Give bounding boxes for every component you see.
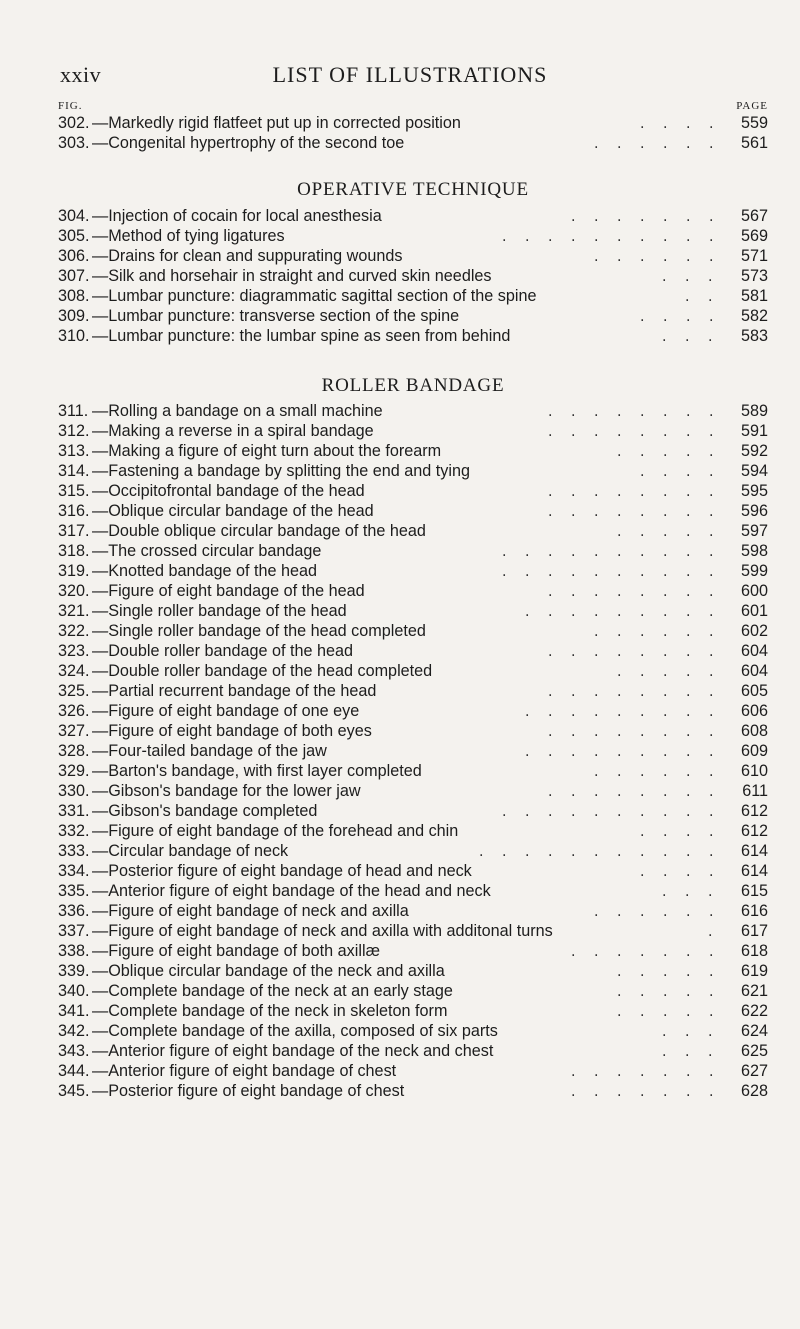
figure-caption: —Gibson's bandage completed [92,802,318,820]
figure-caption: —Figure of eight bandage of one eye [92,702,360,720]
dot-leader: . . . . . [617,962,721,980]
list-item [58,206,768,226]
figure-caption: —Double roller bandage of the head [92,642,353,660]
dot-leader: . . . . . . . . . [525,742,721,760]
figure-number: 330. [58,782,90,800]
list-item [58,541,768,561]
figure-number: 327. [58,722,90,740]
dot-leader: . . . . . . [594,134,721,152]
figure-caption: —Anterior figure of eight bandage of the head and neck [92,882,491,900]
figure-caption: —Figure of eight bandage of the forehead and chin [92,822,459,840]
dot-leader: . . . . . [617,662,721,680]
illustration-list-intro [58,113,768,153]
section-title-operative-technique: OPERATIVE TECHNIQUE [297,179,529,200]
list-item [58,861,768,881]
figure-number: 337. [58,922,90,940]
list-item [58,581,768,601]
page-number: 598 [740,542,768,560]
dot-leader: . . . . . . [594,762,721,780]
dot-leader: . . . . . . . . [548,482,721,500]
figure-number: 329. [58,762,90,780]
figure-caption: —Four-tailed bandage of the jaw [92,742,327,760]
list-item [58,761,768,781]
list-item [58,901,768,921]
figure-caption: —Posterior figure of eight bandage of head and neck [92,862,472,880]
figure-caption: —Complete bandage of the neck at an early stage [92,982,453,1000]
page-number: 616 [740,902,768,920]
figure-number: 305. [58,227,90,245]
page-number: 619 [740,962,768,980]
list-item [58,941,768,961]
list-item [58,286,768,306]
page-number: 597 [740,522,768,540]
dot-leader: . . . . . [617,1002,721,1020]
page-number: 595 [740,482,768,500]
page-number: 583 [740,327,768,345]
dot-leader: . . . . . . . . . . [502,227,721,245]
list-item [58,821,768,841]
list-item [58,881,768,901]
list-item [58,481,768,501]
list-item [58,441,768,461]
page-number: 599 [740,562,768,580]
figure-caption: —Making a reverse in a spiral bandage [92,422,374,440]
dot-leader: . . . . . [617,982,721,1000]
list-item [58,401,768,421]
list-item [58,326,768,346]
list-item [58,741,768,761]
figure-caption: —Occipitofrontal bandage of the head [92,482,365,500]
page-number: 612 [740,802,768,820]
figure-number: 325. [58,682,90,700]
list-item [58,226,768,246]
page-number: 569 [740,227,768,245]
page-number: 561 [740,134,768,152]
dot-leader: . . . . . . . . [548,582,721,600]
dot-leader: . . . . . . . . . [525,602,721,620]
figure-number: 336. [58,902,90,920]
figure-number: 344. [58,1062,90,1080]
dot-leader: . . . [662,882,720,900]
list-item [58,421,768,441]
dot-leader: . . . . . . . . [548,502,721,520]
figure-number: 324. [58,662,90,680]
running-head [60,62,760,88]
figure-caption: —Double oblique circular bandage of the head [92,522,426,540]
figure-number: 313. [58,442,90,460]
list-item [58,1081,768,1101]
figure-number: 315. [58,482,90,500]
page-number: 573 [740,267,768,285]
figure-caption: —Drains for clean and suppurating wounds [92,247,403,265]
figure-number: 311. [58,402,89,420]
list-item [58,641,768,661]
page-number: 589 [740,402,768,420]
dot-leader: . . . . . . . . . [525,702,721,720]
figure-number: 306. [58,247,90,265]
page-number: 594 [740,462,768,480]
figure-caption: —Figure of eight bandage of the head [92,582,365,600]
figure-number: 307. [58,267,90,285]
dot-leader: . . . . [640,862,721,880]
page-number: 559 [740,114,768,132]
figure-caption: —Oblique circular bandage of the head [92,502,374,520]
figure-number: 341. [58,1002,90,1020]
figure-number: 312. [58,422,90,440]
figure-caption: —Lumbar puncture: the lumbar spine as seen from behind [92,327,511,345]
page-number: 567 [740,207,768,225]
figure-caption: —Method of tying ligatures [92,227,285,245]
page-folio: xxiv [60,62,102,87]
figure-number: 321. [58,602,90,620]
figure-number: 335. [58,882,90,900]
page-number: 610 [740,762,768,780]
figure-caption: —Circular bandage of neck [92,842,289,860]
figure-number: 343. [58,1042,90,1060]
dot-leader: . . . . . . . . [548,782,721,800]
running-title: LIST OF ILLUSTRATIONS [272,62,548,87]
list-item [58,961,768,981]
list-item [58,841,768,861]
dot-leader: . . . . . . . . . . [502,542,721,560]
section-title-roller-bandage: ROLLER BANDAGE [321,375,505,396]
dot-leader: . . . . [640,822,721,840]
dot-leader: . . . . . . . . . . [502,562,721,580]
figure-number: 323. [58,642,90,660]
page-number: 601 [740,602,768,620]
figure-number: 304. [58,207,90,225]
figure-number: 340. [58,982,90,1000]
figure-caption: —Gibson's bandage for the lower jaw [92,782,361,800]
page-column-heading: PAGE [736,100,768,112]
dot-leader: . . . [662,1042,720,1060]
figure-caption: —Complete bandage of the neck in skeleton form [92,1002,448,1020]
figure-caption: —Complete bandage of the axilla, composed of six parts [92,1022,498,1040]
figure-number: 308. [58,287,90,305]
figure-number: 328. [58,742,90,760]
page-number: 606 [740,702,768,720]
figure-number: 339. [58,962,90,980]
figure-number: 345. [58,1082,90,1100]
figure-number: 314. [58,462,90,480]
figure-number: 303. [58,134,90,152]
page-number: 582 [740,307,768,325]
page-number: 612 [740,822,768,840]
figure-caption: —Knotted bandage of the head [92,562,318,580]
figure-caption: —Barton's bandage, with first layer completed [92,762,422,780]
page-number: 600 [740,582,768,600]
figure-caption: —The crossed circular bandage [92,542,322,560]
fig-column-heading: FIG. [58,100,83,112]
list-item [58,561,768,581]
list-item [58,266,768,286]
figure-number: 331. [58,802,90,820]
figure-caption: —Figure of eight bandage of both eyes [92,722,372,740]
figure-number: 322. [58,622,90,640]
dot-leader: . . . . . . [594,902,721,920]
figure-number: 317. [58,522,90,540]
dot-leader: . . . . . . . [571,1062,721,1080]
list-item [58,621,768,641]
illustration-list-roller-bandage [58,401,768,1101]
dot-leader: . . . . . . . [571,207,721,225]
page-number: 615 [740,882,768,900]
dot-leader: . . . . [640,462,721,480]
figure-caption: —Anterior figure of eight bandage of chest [92,1062,397,1080]
figure-caption: —Figure of eight bandage of neck and axilla [92,902,409,920]
figure-number: 342. [58,1022,90,1040]
dot-leader: . . . . . . . [571,1082,721,1100]
dot-leader: . . . . [640,307,721,325]
figure-caption: —Making a figure of eight turn about the forearm [92,442,442,460]
figure-caption: —Single roller bandage of the head completed [92,622,426,640]
figure-number: 318. [58,542,90,560]
figure-caption: —Silk and horsehair in straight and curved skin needles [92,267,492,285]
dot-leader: . . . [662,1022,720,1040]
page-number: 614 [740,862,768,880]
dot-leader: . . . . . . [594,247,721,265]
dot-leader: . . . . . [617,522,721,540]
figure-caption: —Congenital hypertrophy of the second toe [92,134,405,152]
figure-number: 326. [58,702,90,720]
page-number: 571 [740,247,768,265]
list-item [58,661,768,681]
figure-number: 310. [58,327,90,345]
figure-caption: —Anterior figure of eight bandage of the neck and chest [92,1042,494,1060]
page-number: 624 [740,1022,768,1040]
dot-leader: . [708,922,720,940]
dot-leader: . . . . . . . . [548,422,721,440]
illustration-list-operative-technique [58,206,768,346]
list-item [58,1021,768,1041]
dot-leader: . . . . [640,114,721,132]
dot-leader: . . . . . . . [571,942,721,960]
page-number: 604 [740,662,768,680]
figure-number: 334. [58,862,90,880]
list-item [58,921,768,941]
page-number: 609 [740,742,768,760]
figure-caption: —Injection of cocain for local anesthesia [92,207,382,225]
dot-leader: . . . . . . [594,622,721,640]
dot-leader: . . . . . . . . [548,722,721,740]
figure-caption: —Double roller bandage of the head completed [92,662,433,680]
figure-number: 320. [58,582,90,600]
dot-leader: . . . . . . . . . . . [479,842,721,860]
dot-leader: . . [685,287,720,305]
list-item [58,113,768,133]
list-item [58,781,768,801]
figure-caption: —Single roller bandage of the head [92,602,347,620]
figure-caption: —Markedly rigid flatfeet put up in corrected position [92,114,461,132]
page-number: 618 [740,942,768,960]
list-item [58,721,768,741]
page-number: 604 [740,642,768,660]
page-number: 608 [740,722,768,740]
figure-number: 302. [58,114,90,132]
page-number: 622 [740,1002,768,1020]
list-item [58,801,768,821]
page-number: 628 [740,1082,768,1100]
figure-caption: —Figure of eight bandage of neck and axilla with additonal turns [92,922,553,940]
dot-leader: . . . . . [617,442,721,460]
page-number: 617 [740,922,768,940]
page-number: 581 [740,287,768,305]
figure-caption: —Lumbar puncture: diagrammatic sagittal section of the spine [92,287,537,305]
list-item [58,246,768,266]
list-item [58,601,768,621]
list-item [58,1001,768,1021]
list-item [58,681,768,701]
figure-number: 309. [58,307,90,325]
list-item [58,701,768,721]
figure-caption: —Partial recurrent bandage of the head [92,682,377,700]
list-item [58,501,768,521]
page-number: 621 [740,982,768,1000]
dot-leader: . . . . . . . . [548,402,721,420]
dot-leader: . . . [662,267,720,285]
figure-caption: —Oblique circular bandage of the neck and axilla [92,962,445,980]
dot-leader: . . . . . . . . [548,682,721,700]
list-item [58,1061,768,1081]
figure-caption: —Posterior figure of eight bandage of chest [92,1082,405,1100]
list-item [58,461,768,481]
figure-number: 319. [58,562,90,580]
figure-number: 338. [58,942,90,960]
figure-caption: —Rolling a bandage on a small machine [92,402,383,420]
dot-leader: . . . . . . . . [548,642,721,660]
page-number: 596 [740,502,768,520]
page-number: 592 [740,442,768,460]
list-item [58,521,768,541]
page-number: 602 [740,622,768,640]
figure-caption: —Lumbar puncture: transverse section of the spine [92,307,460,325]
figure-number: 332. [58,822,90,840]
dot-leader: . . . . . . . . . . [502,802,721,820]
dot-leader: . . . [662,327,720,345]
page-number: 611 [742,782,768,800]
page-number: 625 [740,1042,768,1060]
list-item [58,1041,768,1061]
list-item [58,133,768,153]
list-item [58,981,768,1001]
figure-number: 333. [58,842,90,860]
page-number: 605 [740,682,768,700]
page-number: 614 [740,842,768,860]
list-item [58,306,768,326]
figure-caption: —Figure of eight bandage of both axillæ [92,942,380,960]
column-headings [58,100,768,114]
figure-number: 316. [58,502,90,520]
page-number: 627 [740,1062,768,1080]
figure-caption: —Fastening a bandage by splitting the end and tying [92,462,470,480]
page-number: 591 [740,422,768,440]
